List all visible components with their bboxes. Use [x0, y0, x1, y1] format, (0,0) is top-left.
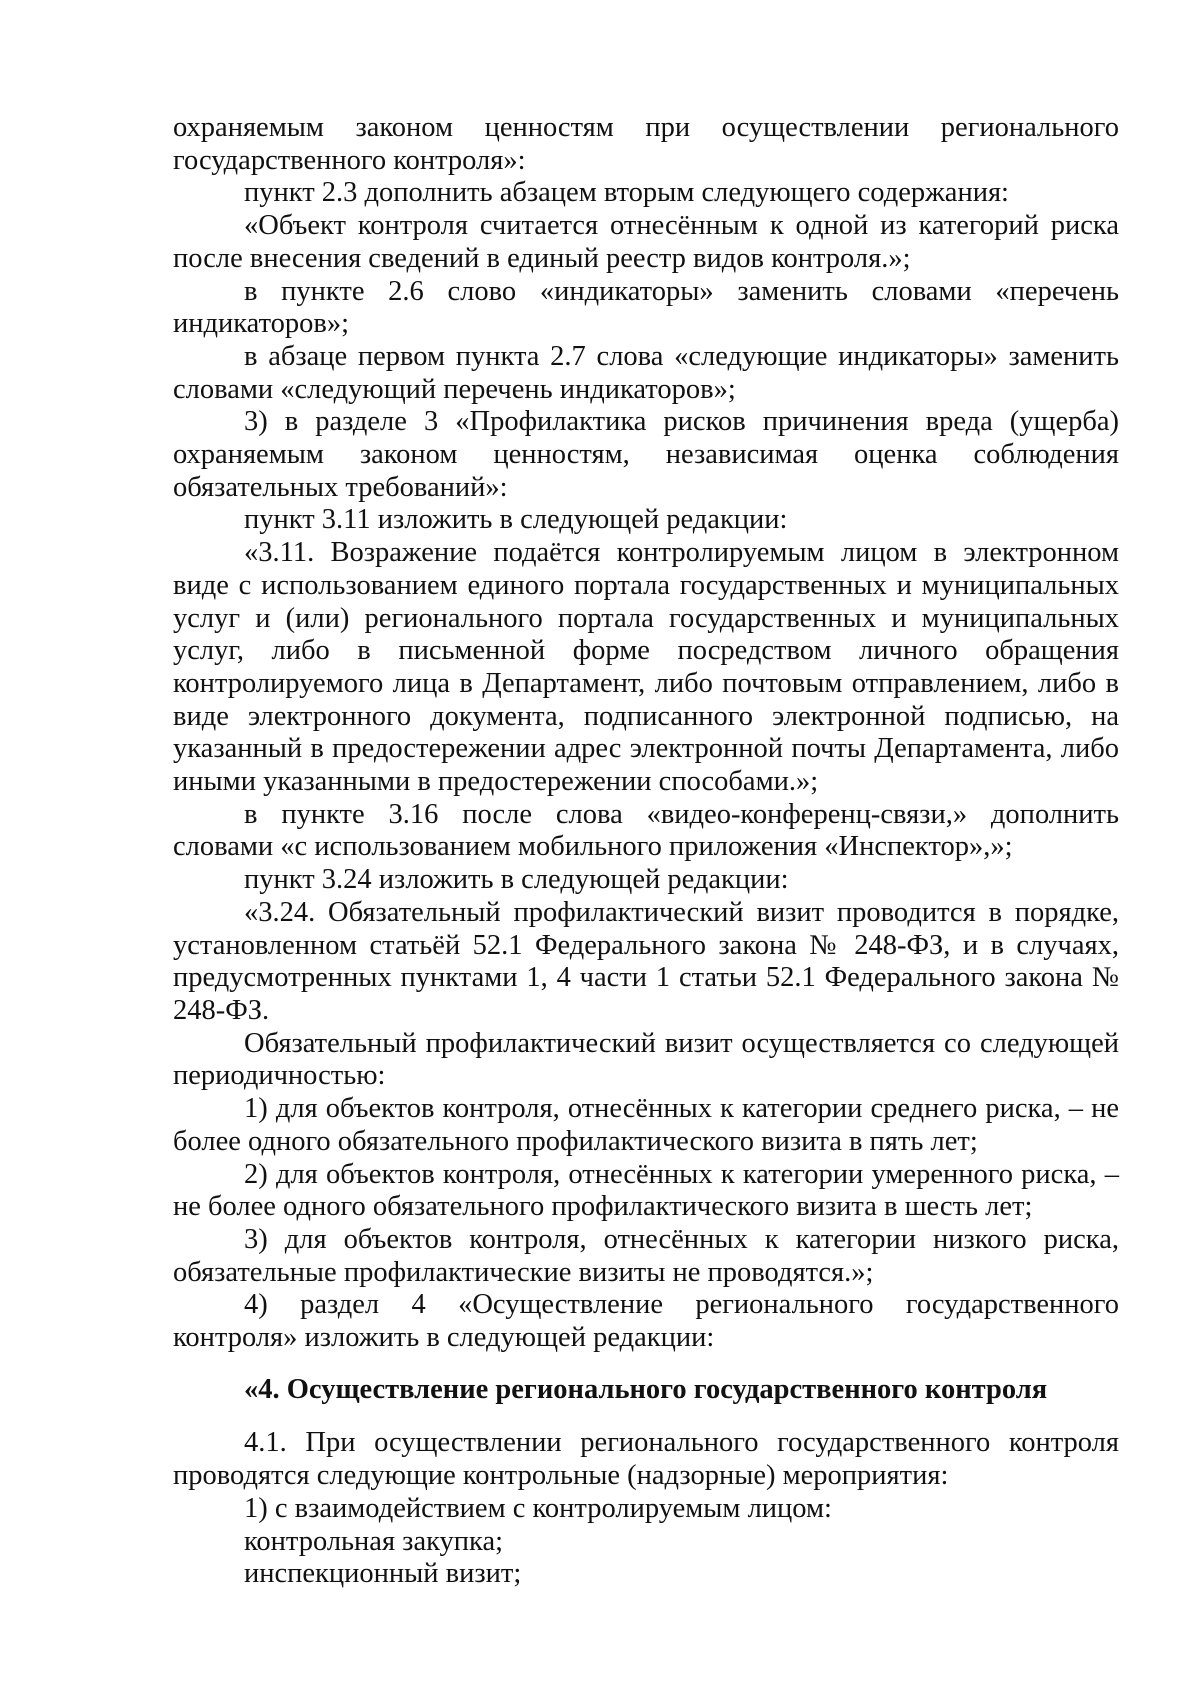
paragraph-item-3-24: пункт 3.24 изложить в следующей редакции:	[244, 864, 789, 896]
paragraph-list-item-3: 3) для объектов контроля, отнесённых к категории низкого риска, обязательные профилактические визиты не проводятся.»;	[173, 1223, 1119, 1288]
paragraph-item-4-1: 4.1. При осуществлении регионального государственного контроля проводятся следующие контрольные (надзорные) мероприятия:	[173, 1427, 1119, 1492]
paragraph-item-2-6: в пункте 2.6 слово «индикаторы» заменить словами «перечень индикаторов»;	[173, 275, 1119, 340]
paragraph-section-4: 4) раздел 4 «Осуществление регионального государственного контроля» изложить в следующей редакции:	[173, 1289, 1119, 1354]
paragraph-item-2-7: в абзаце первом пункта 2.7 слова «следующие индикаторы» заменить словами «следующий перечень индикаторов»;	[173, 340, 1119, 405]
paragraph-section-3: 3) в разделе 3 «Профилактика рисков причинения вреда (ущерба) охраняемым законом ценностям, независимая оценка соблюдения обязательных требований»:	[173, 406, 1119, 503]
document-body	[173, 112, 1119, 1591]
paragraph-with-interaction: 1) с взаимодействием с контролируемым лицом:	[244, 1492, 832, 1524]
section-heading: «4. Осуществление регионального государственного контроля	[244, 1373, 1048, 1405]
paragraph-list-item-2: 2) для объектов контроля, отнесённых к категории умеренного риска, – не более одного обязательного профилактического визита в шесть лет;	[173, 1158, 1119, 1223]
paragraph-control-purchase: контрольная закупка;	[244, 1525, 504, 1557]
paragraph-continuation: охраняемым законом ценностям при осуществлении регионального государственного контроля»:	[173, 112, 1119, 176]
paragraph-item-2-3: пункт 2.3 дополнить абзацем вторым следующего содержания:	[244, 177, 1009, 209]
paragraph-quote-risk-category: «Объект контроля считается отнесённым к одной из категорий риска после внесения сведений в единый реестр видов контроля.»;	[173, 210, 1119, 274]
paragraph-periodicity: Обязательный профилактический визит осуществляется со следующей периодичностью:	[173, 1027, 1119, 1092]
paragraph-quote-3-24: «3.24. Обязательный профилактический визит проводится в порядке, установленном статьёй 52.1 Федерального закона № 248-ФЗ, и в случаях, предусмотренных пунктами 1, 4 части 1 статьи 52.1 Федерального закона № 248-ФЗ.	[173, 896, 1119, 1026]
paragraph-item-3-11: пункт 3.11 изложить в следующей редакции:	[244, 504, 788, 536]
paragraph-item-3-16: в пункте 3.16 после слова «видео-конференц-связи,» дополнить словами «с использованием мобильного приложения «Инспектор»,»;	[173, 798, 1119, 863]
paragraph-list-item-1: 1) для объектов контроля, отнесённых к категории среднего риска, – не более одного обязательного профилактического визита в пять лет;	[173, 1093, 1119, 1157]
paragraph-inspection-visit: инспекционный визит;	[244, 1558, 522, 1590]
paragraph-quote-3-11: «3.11. Возражение подаётся контролируемым лицом в электронном виде с использованием единого портала государственных и муниципальных услуг и (или) регионального портала государственных и муниципальных услуг, либо в письменной форме посредством личного обращения контролируемого лица в Департамент, либо почтовым отправлением, либо в виде электронного документа, подписанного электронной подписью, на указанный в предостережении адрес электронной почты Департамента, либо иными указанными в предостережении способами.»;	[173, 537, 1119, 798]
